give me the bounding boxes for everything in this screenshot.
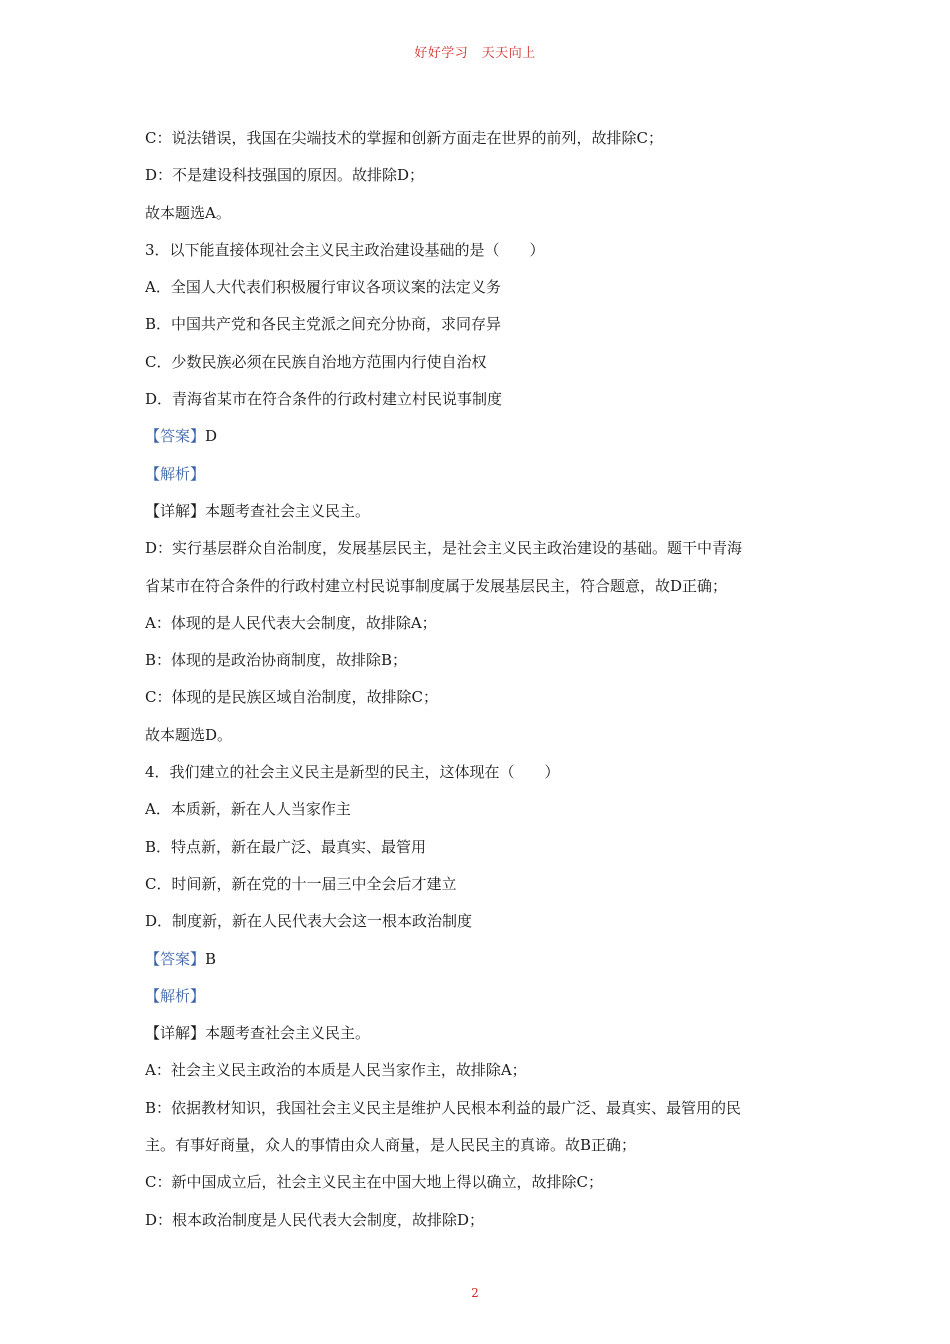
body-line: 【详解】本题考查社会主义民主。 (145, 1024, 371, 1043)
body-line: C：新中国成立后，社会主义民主在中国大地上得以确立，故排除C； (145, 1173, 603, 1192)
body-line: 主。有事好商量，众人的事情由众人商量，是人民民主的真谛。故B正确； (145, 1136, 637, 1155)
document-body (145, 120, 815, 1239)
question-4-option-a: A．本质新，新在人人当家作主 (145, 800, 351, 819)
body-line: A：体现的是人民代表大会制度，故排除A； (145, 613, 437, 632)
page-header: 好好学习 天天向上 (414, 46, 536, 61)
question-4-option-c: C．时间新，新在党的十一届三中全会后才建立 (145, 874, 457, 893)
question-4-option-b: B．特点新，新在最广泛、最真实、最管用 (145, 837, 427, 856)
body-line: D：根本政治制度是人民代表大会制度，故排除D； (145, 1210, 485, 1229)
body-line: 省某市在符合条件的行政村建立村民说事制度属于发展基层民主，符合题意，故D正确； (145, 576, 728, 595)
question-4-answer: 【答案】B (145, 949, 217, 968)
question-3-stem: 3．以下能直接体现社会主义民主政治建设基础的是（ ） (145, 240, 545, 259)
answer-tag: 【答案】 (145, 949, 206, 968)
body-line: A：社会主义民主政治的本质是人民当家作主，故排除A； (145, 1061, 527, 1080)
body-line: D：不是建设科技强国的原因。故排除D； (145, 166, 425, 185)
question-3-option-c: C．少数民族必须在民族自治地方范围内行使自治权 (145, 352, 487, 371)
body-line: B：依据教材知识，我国社会主义民主是维护人民根本利益的最广泛、最真实、最管用的民 (145, 1098, 742, 1117)
question-3-answer: 【答案】D (145, 427, 218, 446)
question-4-stem: 4．我们建立的社会主义民主是新型的民主，这体现在（ ） (145, 763, 560, 782)
page-number: 2 (471, 1286, 479, 1300)
body-line: B：体现的是政治协商制度，故排除B； (145, 651, 408, 670)
body-line: C：说法错误，我国在尖端技术的掌握和创新方面走在世界的前列，故排除C； (145, 129, 663, 147)
answer-tag: 【答案】 (145, 427, 206, 446)
body-line: D：实行基层群众自治制度，发展基层民主，是社会主义民主政治建设的基础。题干中青海 (145, 539, 743, 558)
question-3-option-b: B．中国共产党和各民主党派之间充分协商，求同存异 (145, 315, 502, 334)
question-4-option-d: D．制度新，新在人民代表大会这一根本政治制度 (145, 912, 473, 931)
question-4-analysis (145, 978, 815, 1015)
question-3-option-d: D．青海省某市在符合条件的行政村建立村民说事制度 (145, 390, 503, 409)
question-3-analysis (145, 456, 815, 493)
body-line: 【详解】本题考查社会主义民主。 (145, 501, 371, 520)
analysis-tag: 【解析】 (145, 464, 206, 483)
body-line: C：体现的是民族区域自治制度，故排除C； (145, 688, 438, 707)
question-3-option-a: A．全国人大代表们积极履行审议各项议案的法定义务 (145, 278, 501, 297)
analysis-tag: 【解析】 (145, 986, 206, 1005)
body-line: 故本题选D。 (145, 725, 233, 744)
body-line: 故本题选A。 (145, 203, 231, 222)
